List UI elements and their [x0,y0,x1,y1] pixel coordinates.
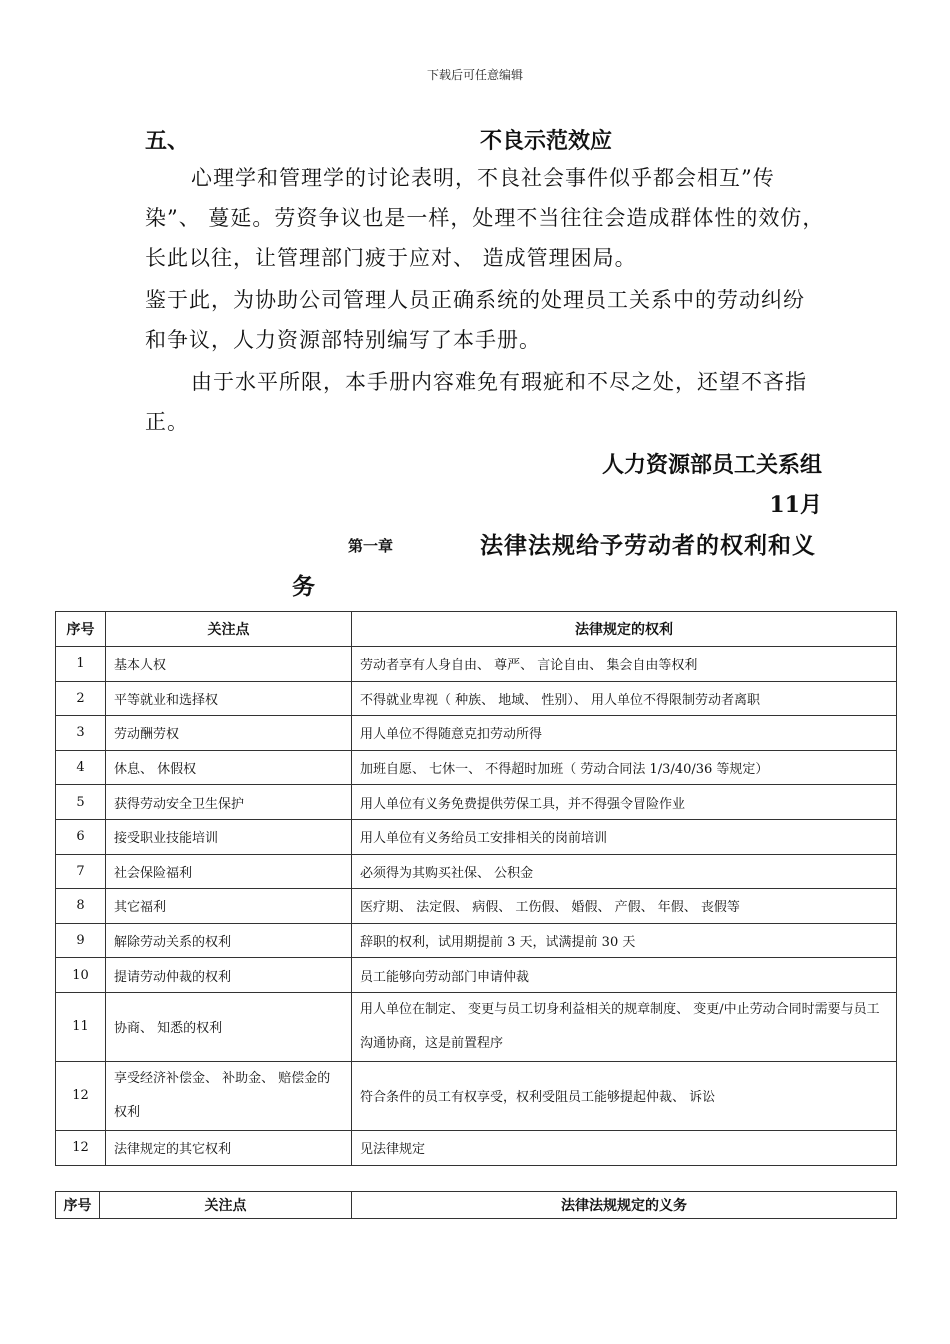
row-number: 7 [56,854,106,889]
row-content: 用人单位在制定、 变更与员工切身利益相关的规章制度、 变更/中止劳动合同时需要与员工沟通协商，这是前置程序 [352,992,897,1061]
table-row [56,854,897,889]
header-content: 法律法规规定的义务 [352,1192,897,1219]
row-content: 用人单位不得随意克扣劳动所得 [352,716,897,751]
table-row [56,681,897,716]
row-focus: 基本人权 [106,647,352,682]
duties-table [55,1191,897,1219]
row-focus: 协商、 知悉的权利 [106,992,352,1061]
header-focus: 关注点 [106,612,352,647]
row-focus: 休息、 休假权 [106,750,352,785]
row-number: 3 [56,716,106,751]
paragraph-1: 心理学和管理学的讨论表明，不良社会事件似乎都会相互”传染”、 蔓延。劳资争议也是一样，处理不当往往会造成群体性的效仿，长此以往，让管理部门疲于应对、 造成管理困局。 [145,166,825,270]
row-content: 不得就业卑视（ 种族、 地域、 性别）、 用人单位不得限制劳动者离职 [352,681,897,716]
header-focus: 关注点 [100,1192,352,1219]
row-focus: 提请劳动仲裁的权利 [106,958,352,993]
row-focus: 接受职业技能培训 [106,819,352,854]
row-number: 8 [56,889,106,924]
section-number: 五、 [145,128,190,154]
chapter-title: 法律法规给予劳动者的权利和义 [480,532,816,559]
row-number: 5 [56,785,106,820]
row-number: 10 [56,958,106,993]
paragraph-3: 由于水平所限，本手册内容难免有瑕疵和不尽之处，还望不吝指正。 [145,370,807,434]
row-focus: 劳动酬劳权 [106,716,352,751]
table-row [56,750,897,785]
row-content: 医疗期、 法定假、 病假、 工伤假、 婚假、 产假、 年假、 丧假等 [352,889,897,924]
row-focus: 法律规定的其它权利 [106,1130,352,1165]
row-content: 员工能够向劳动部门申请仲裁 [352,958,897,993]
row-focus: 社会保险福利 [106,854,352,889]
row-number: 2 [56,681,106,716]
header-no: 序号 [56,612,106,647]
table-row [56,992,897,1061]
table-row [56,1061,897,1130]
row-content: 用人单位有义务免费提供劳保工具，并不得强令冒险作业 [352,785,897,820]
table-row [56,889,897,924]
row-number: 1 [56,647,106,682]
section-heading [145,124,825,154]
row-number: 11 [56,992,106,1061]
header-no: 序号 [56,1192,100,1219]
row-focus: 解除劳动关系的权利 [106,923,352,958]
signature-department: 人力资源部员工关系组 [601,452,822,478]
row-content: 加班自愿、 七休一、 不得超时加班（ 劳动合同法 1/3/40/36 等规定） [352,750,897,785]
row-number: 6 [56,819,106,854]
paragraph-2: 鉴于此，为协助公司管理人员正确系统的处理员工关系中的劳动纠纷和争议，人力资源部特别编写了本手册。 [145,288,805,352]
table-row [56,647,897,682]
table-header-row [56,612,897,647]
row-content: 用人单位有义务给员工安排相关的岗前培训 [352,819,897,854]
row-focus: 平等就业和选择权 [106,681,352,716]
row-focus: 享受经济补偿金、 补助金、 赔偿金的权利 [106,1061,352,1130]
table-row [56,923,897,958]
row-number: 9 [56,923,106,958]
row-content: 必须得为其购买社保、 公积金 [352,854,897,889]
table-row [56,785,897,820]
section-title: 不良示范效应 [480,128,613,154]
rights-table [55,611,897,1166]
chapter-label: 第一章 [348,537,394,555]
row-content: 符合条件的员工有权享受，权利受阻员工能够提起仲裁、 诉讼 [352,1061,897,1130]
row-number: 12 [56,1130,106,1165]
table-row [56,958,897,993]
row-content: 见法律规定 [352,1130,897,1165]
row-number: 12 [56,1061,106,1130]
row-focus: 获得劳动安全卫生保护 [106,785,352,820]
table-row [56,819,897,854]
table-row [56,1130,897,1165]
row-content: 劳动者享有人身自由、 尊严、 言论自由、 集会自由等权利 [352,647,897,682]
row-focus: 其它福利 [106,889,352,924]
page-header-note: 下载后可任意编辑 [426,68,523,82]
row-content: 辞职的权利，试用期提前 3 天，试满提前 30 天 [352,923,897,958]
signature-date: 11月 [769,492,822,518]
table-header-row [56,1192,897,1219]
row-number: 4 [56,750,106,785]
header-content: 法律规定的权利 [352,612,897,647]
chapter-title-continued: 务 [292,573,315,600]
table-row [56,716,897,751]
